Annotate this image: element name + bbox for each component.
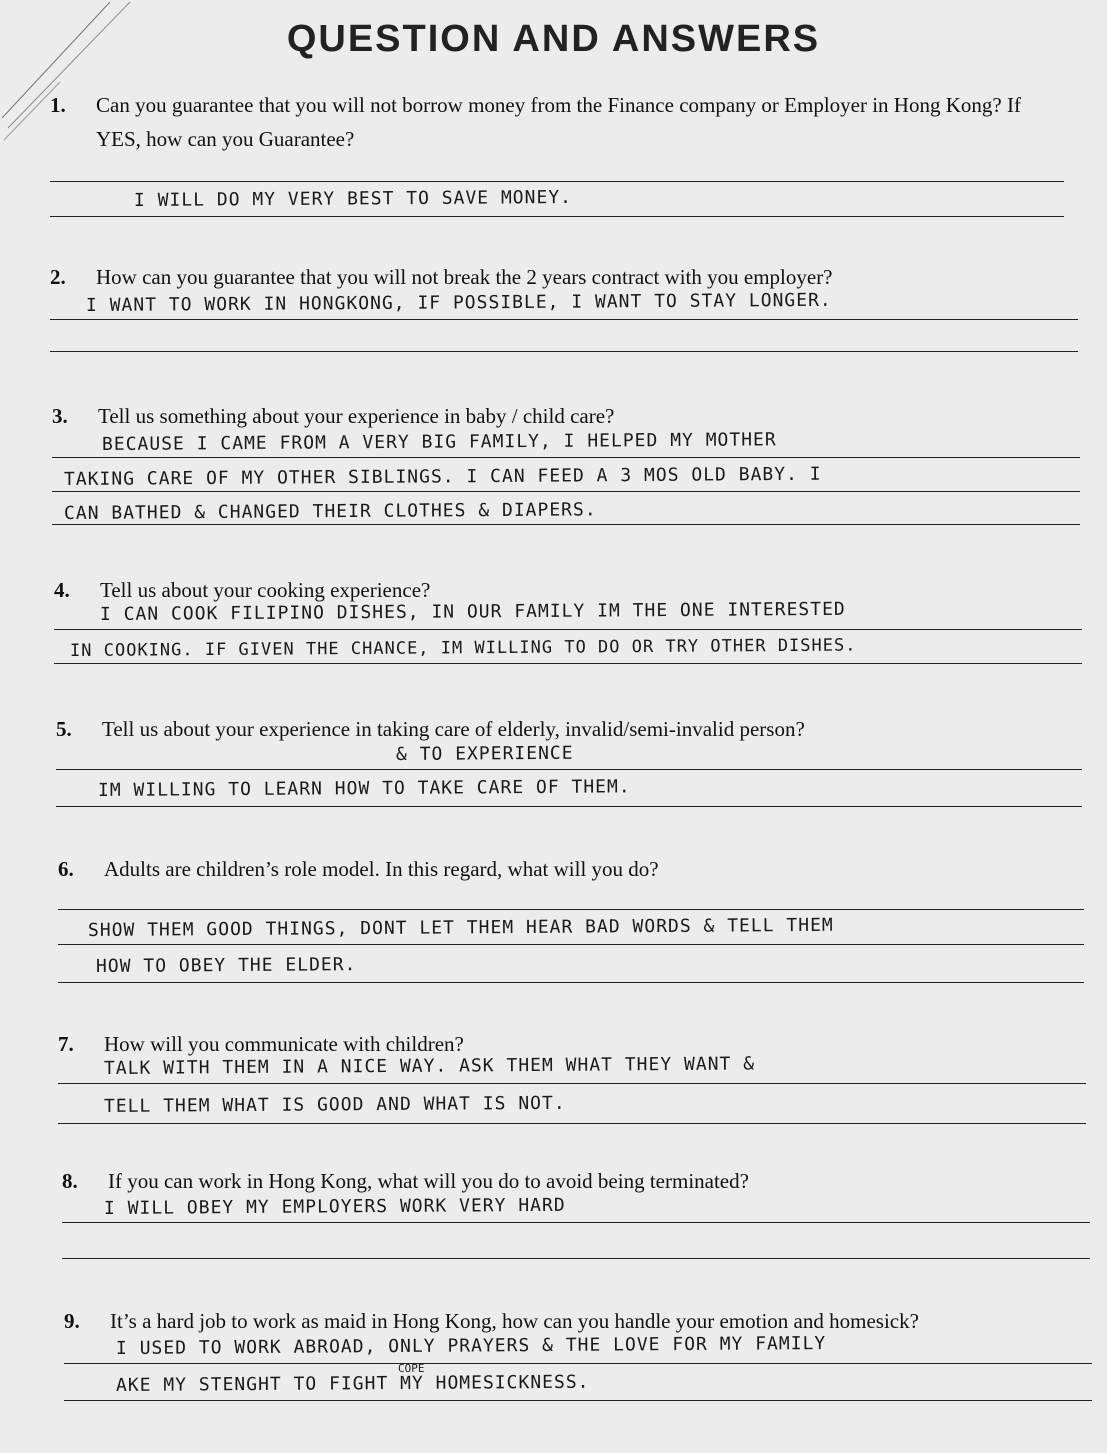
answer-line — [50, 216, 1064, 217]
answer-line — [62, 1222, 1090, 1223]
answer-text: IN COOKING. IF GIVEN THE CHANCE, IM WILLING TO DO OR TRY OTHER DISHES. — [69, 635, 857, 661]
answer-line — [58, 982, 1084, 983]
answer-text: TELL THEM WHAT IS GOOD AND WHAT IS NOT. — [103, 1092, 566, 1117]
question-text: How can you guarantee that you will not break the 2 years contract with you employer? — [96, 265, 833, 289]
question-text: Tell us about your experience in taking care of elderly, invalid/semi-invalid person? — [102, 717, 805, 741]
answer-text: I USED TO WORK ABROAD, ONLY PRAYERS & THE LOVE FOR MY FAMILY — [115, 1333, 827, 1359]
question-number: 5. — [56, 717, 72, 741]
answer-text: TALK WITH THEM IN A NICE WAY. ASK THEM WHAT THEY WANT & — [103, 1053, 756, 1079]
question-number: 8. — [62, 1169, 78, 1193]
answer-text: IM WILLING TO LEARN HOW TO TAKE CARE OF THEM. — [97, 776, 631, 801]
answer-text: SHOW THEM GOOD THINGS, DONT LET THEM HEAR BAD WORDS & TELL THEM — [87, 914, 834, 941]
question-text: It’s a hard job to work as maid in Hong Kong, how can you handle your emotion and homesick? — [110, 1309, 919, 1333]
answer-line — [64, 1363, 1092, 1364]
answer-insert: & TO EXPERIENCE — [395, 742, 574, 765]
answer-line — [54, 629, 1082, 630]
answer-line — [56, 769, 1082, 770]
answer-line — [58, 1083, 1086, 1084]
question-number: 3. — [52, 404, 68, 428]
question-number: 2. — [50, 265, 66, 289]
question-number: 1. — [50, 93, 66, 117]
question-number: 7. — [58, 1032, 74, 1056]
answer-line — [50, 319, 1078, 320]
answer-line — [54, 663, 1082, 664]
answer-line — [50, 181, 1064, 182]
question-text: Adults are children’s role model. In this regard, what will you do? — [104, 857, 659, 881]
question-number: 6. — [58, 857, 74, 881]
answer-line — [52, 491, 1080, 492]
answer-text: I CAN COOK FILIPINO DISHES, IN OUR FAMILY IM THE ONE INTERESTED — [99, 598, 846, 625]
answer-line — [58, 909, 1084, 910]
answer-line — [52, 524, 1080, 525]
answer-text: I WILL DO MY VERY BEST TO SAVE MONEY. — [133, 186, 573, 211]
question-text: Tell us something about your experience in baby / child care? — [98, 404, 615, 428]
answer-text: I WILL OBEY MY EMPLOYERS WORK VERY HARD — [103, 1194, 566, 1219]
question-text: If you can work in Hong Kong, what will you do to avoid being terminated? — [108, 1169, 749, 1193]
answer-line — [58, 1123, 1086, 1124]
question-text: Can you guarantee that you will not borrow money from the Finance company or Employer in Hong Kong? If YES, how can you Guarantee? — [96, 93, 1021, 151]
answer-text: HOW TO OBEY THE ELDER. — [95, 954, 357, 977]
answer-line — [50, 351, 1078, 352]
answer-insert: COPE — [397, 1361, 425, 1375]
answer-line — [64, 1400, 1092, 1401]
question-text: Tell us about your cooking experience? — [100, 578, 431, 602]
answer-line — [58, 944, 1084, 945]
answer-text: AKE MY STENGHT TO FIGHT MY HOMESICKNESS. — [115, 1371, 590, 1396]
question-text: How will you communicate with children? — [104, 1032, 464, 1056]
answer-text: BECAUSE I CAME FROM A VERY BIG FAMILY, I HELPED MY MOTHER — [101, 429, 777, 455]
question-number: 4. — [54, 578, 70, 602]
answer-line — [62, 1258, 1090, 1259]
answer-line — [52, 457, 1080, 458]
page-title: QUESTION AND ANSWERS — [286, 18, 821, 60]
answer-line — [56, 806, 1082, 807]
answer-text: I WANT TO WORK IN HONGKONG, IF POSSIBLE, I WANT TO STAY LONGER. — [85, 289, 832, 316]
answer-text: CAN BATHED & CHANGED THEIR CLOTHES & DIAPERS. — [63, 499, 597, 524]
answer-text: TAKING CARE OF MY OTHER SIBLINGS. I CAN FEED A 3 MOS OLD BABY. I — [63, 463, 822, 490]
question-number: 9. — [64, 1309, 80, 1333]
